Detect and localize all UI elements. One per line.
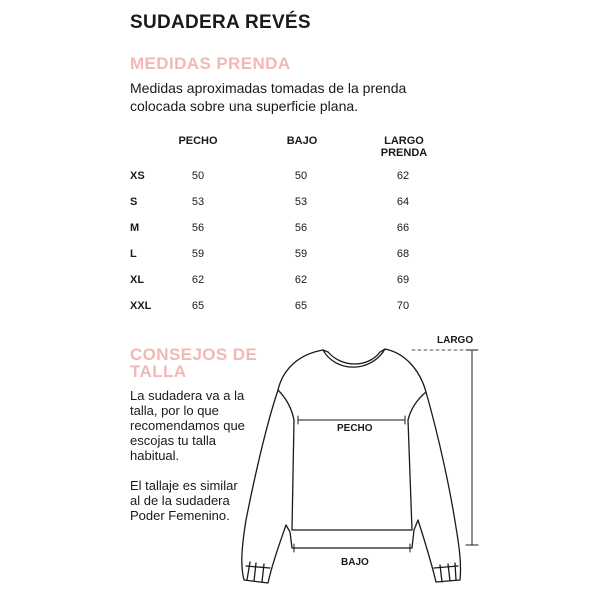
label-pecho: PECHO bbox=[337, 423, 373, 434]
column-header-largo: LARGO PRENDA bbox=[380, 135, 428, 159]
cell-bajo: 65 bbox=[294, 300, 308, 312]
right-cuff bbox=[434, 566, 458, 568]
cell-largo: 62 bbox=[396, 170, 410, 182]
row-size-label: XS bbox=[130, 170, 145, 182]
tips-heading: CONSEJOS DE TALLA bbox=[130, 345, 258, 381]
row-size-label: XL bbox=[130, 274, 145, 286]
measurements-intro: Medidas aproximadas tomadas de la prenda colocada sobre una superficie plana. bbox=[130, 80, 407, 114]
column-header-bajo: BAJO bbox=[286, 135, 318, 147]
measurements-heading: MEDIDAS PRENDA bbox=[130, 54, 291, 73]
cell-largo: 64 bbox=[396, 196, 410, 208]
column-header-pecho: PECHO bbox=[178, 135, 218, 147]
row-size-label: M bbox=[130, 222, 140, 234]
cell-largo: 69 bbox=[396, 274, 410, 286]
row-size-label: L bbox=[130, 248, 137, 260]
cell-pecho: 53 bbox=[191, 196, 205, 208]
cell-bajo: 56 bbox=[294, 222, 308, 234]
cell-bajo: 50 bbox=[294, 170, 308, 182]
tips-paragraph-2: El tallaje es similar al de la sudadera Poder Femenino. bbox=[130, 478, 238, 523]
cell-bajo: 53 bbox=[294, 196, 308, 208]
cell-bajo: 62 bbox=[294, 274, 308, 286]
label-largo: LARGO bbox=[437, 335, 474, 346]
row-size-label: S bbox=[130, 196, 138, 208]
cell-pecho: 62 bbox=[191, 274, 205, 286]
cell-pecho: 59 bbox=[191, 248, 205, 260]
right-shoulder-seam bbox=[408, 392, 426, 420]
cell-pecho: 50 bbox=[191, 170, 205, 182]
cell-bajo: 59 bbox=[294, 248, 308, 260]
cell-largo: 66 bbox=[396, 222, 410, 234]
row-size-label: XXL bbox=[130, 300, 152, 312]
tips-paragraph-1: La sudadera va a la talla, por lo que recomendamos que escojas tu talla habitual. bbox=[130, 388, 245, 463]
cell-pecho: 65 bbox=[191, 300, 205, 312]
cell-pecho: 56 bbox=[191, 222, 205, 234]
cell-largo: 68 bbox=[396, 248, 410, 260]
left-shoulder-seam bbox=[278, 390, 294, 420]
cell-largo: 70 bbox=[396, 300, 410, 312]
label-bajo: BAJO bbox=[341, 557, 369, 568]
page-title: SUDADERA REVÉS bbox=[130, 12, 311, 33]
